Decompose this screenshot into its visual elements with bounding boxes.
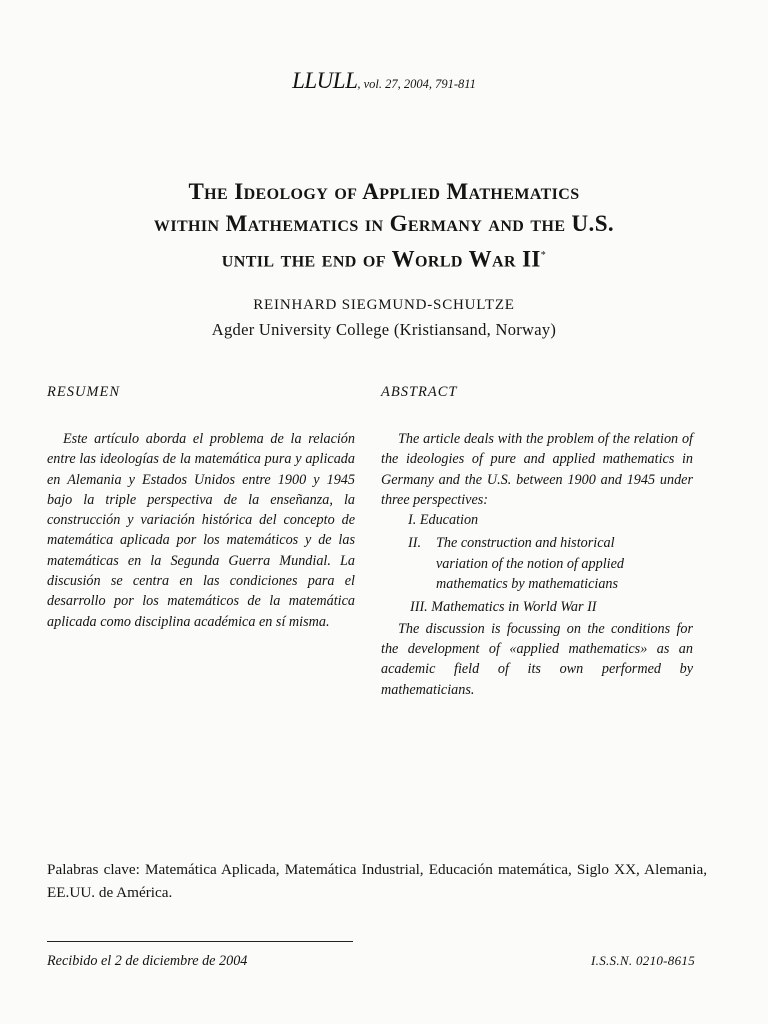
list-item-text: The construction and historical <box>436 535 615 552</box>
resumen-heading: RESUMEN <box>47 384 121 400</box>
author-affiliation: Agder University College (Kristiansand, Norway) <box>211 320 557 339</box>
list-item-number: III. <box>410 599 428 616</box>
footer-divider <box>47 941 353 942</box>
abstract-section <box>381 429 693 700</box>
title-line-3 <box>0 240 768 276</box>
journal-citation <box>0 68 768 94</box>
list-item-text: Mathematics in World War II <box>431 599 597 616</box>
list-item-text: Education <box>419 512 479 529</box>
abstract-heading: ABSTRACT <box>381 384 458 400</box>
list-item <box>381 533 693 594</box>
received-date: Recibido el 2 de diciembre de 2004 <box>47 953 248 969</box>
title-line-1: The Ideology of Applied Mathematics <box>188 179 580 204</box>
author-name: REINHARD SIEGMUND-SCHULTZE <box>253 297 515 313</box>
resumen-body: Este artículo aborda el problema de la relación entre las ideologías de la matemática pura y aplicada en Alemania y Estados Unidos entre 1900 y 1945 bajo la triple perspectiva de la enseñanza, la construcción y variación histórica del concepto de matemática aplicada por los matemáticos y de las matemáticas en la Segunda Guerra Mundial. La discusión se centra en las condiciones para el desarrollo por los matemáticos de la matemática aplicada como disciplina académica en sí misma. <box>47 431 355 630</box>
title-line-2: within Mathematics in Germany and the U.S. <box>153 211 615 236</box>
list-item <box>381 510 693 530</box>
abstract-discussion: The discussion is focussing on the conditions for the development of «applied mathematics» as an academic field of its own performed by mathematicians. <box>381 620 693 698</box>
list-item-number: II. <box>408 535 421 552</box>
abstract-intro: The article deals with the problem of the relation of the ideologies of pure and applied mathematics in Germany and the U.S. between 1900 and 1945 under three perspectives: <box>381 431 693 508</box>
journal-logo: LLULL <box>292 68 358 93</box>
resumen-section <box>47 429 355 632</box>
footnote-mark: * <box>540 250 547 261</box>
volume-info: , vol. 27, 2004, 791-811 <box>357 77 476 91</box>
paper-title <box>0 176 768 276</box>
title-line-3-text: until the end of World War II <box>221 246 541 272</box>
list-item <box>381 597 693 617</box>
keywords: Palabras clave: Matemática Aplicada, Matemática Industrial, Educación matemática, Siglo XX, Alemania, EE.UU. de América. <box>47 861 707 901</box>
list-item-text-continued: variation of the notion of applied mathematics by mathematicians <box>436 555 624 593</box>
list-item-number: I. <box>408 512 417 529</box>
abstract-list <box>381 510 693 617</box>
issn: I.S.S.N. 0210-8615 <box>591 953 695 968</box>
